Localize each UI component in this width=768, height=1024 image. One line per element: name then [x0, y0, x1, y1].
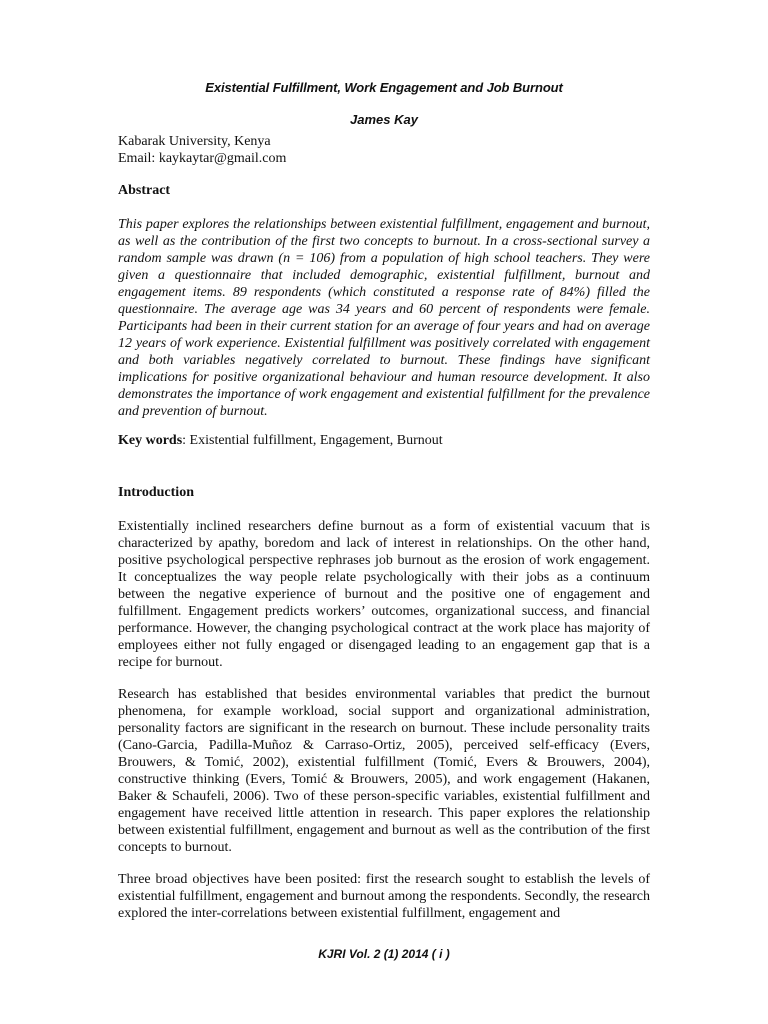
affiliation: Kabarak University, Kenya: [118, 134, 271, 149]
abstract-heading: Abstract: [118, 183, 171, 198]
intro-paragraph-2: Research has established that besides environmental variables that predict the burnout phenomena, for example workload, social support and organizational administration, personality factors are significant in the research on burnout. These include personality traits (Cano-Garcia, Padilla-Muñoz & Carraso-Ortiz, 2005), perceived self-efficacy (Evers, Brouwers, & Tomić, 2002), existential fulfillment (Tomić, Evers & Brouwers, 2004), constructive thinking (Evers, Tomić & Brouwers, 2005), and work engagement (Hakanen, Baker & Schaufeli, 2006). Two of these person-specific variables, existential fulfillment and engagement have received little attention in research. This paper explores the relationship between existential fulfillment, engagement and burnout as well as the contribution of the first concepts to burnout.: [118, 687, 650, 855]
keywords-line: [118, 433, 443, 449]
introduction-heading: Introduction: [118, 485, 194, 500]
keywords-text: : Existential fulfillment, Engagement, Burnout: [182, 433, 443, 448]
intro-paragraph-1: Existentially inclined researchers define burnout as a form of existential vacuum that is characterized by apathy, boredom and lack of interest in relationships. On the other hand, positive psychological perspective rephrases job burnout as the erosion of work engagement. It conceptualizes the way people relate psychologically with their jobs as a continuum between the negative experience of burnout and the positive one of engagement and fulfillment. Engagement predicts workers’ outcomes, organizational success, and financial performance. However, the changing psychological contract at the work place has majority of employees either not fully engaged or disengaged leading to an engagement gap that is a recipe for burnout.: [118, 519, 650, 670]
author-name: James Kay: [350, 112, 418, 127]
abstract-text: This paper explores the relationships between existential fulfillment, engagement and burnout, as well as the contribution of the first two concepts to burnout. In a cross-sectional survey a random sample was drawn (n = 106) from a population of high school teachers. They were given a questionnaire that included demographic, existential fulfillment, burnout and engagement items. 89 respondents (which constituted a response rate of 84%) filled the questionnaire. The average age was 34 years and 60 percent of respondents were female. Participants had been in their current station for an average of four years and had on average 12 years of work experience. Existential fulfillment was positively correlated with engagement and both variables negatively correlated to burnout. These findings have significant implications for positive organizational behaviour and human resource development. It also demonstrates the importance of work engagement and existential fulfillment for the prevalence and prevention of burnout.: [118, 217, 650, 419]
keywords-label: Key words: [118, 433, 183, 448]
author-affiliation-block: [118, 133, 286, 167]
paper-title: Existential Fulfillment, Work Engagement and Job Burnout: [205, 80, 563, 95]
author-email: Email: kaykaytar@gmail.com: [118, 151, 287, 166]
intro-paragraph-3: Three broad objectives have been posited: first the research sought to establish the levels of existential fulfillment, engagement and burnout among the respondents. Secondly, the research explored the inter-correlations between existential fulfillment, engagement and: [118, 872, 650, 921]
journal-footer: KJRI Vol. 2 (1) 2014 ( i ): [318, 947, 450, 961]
